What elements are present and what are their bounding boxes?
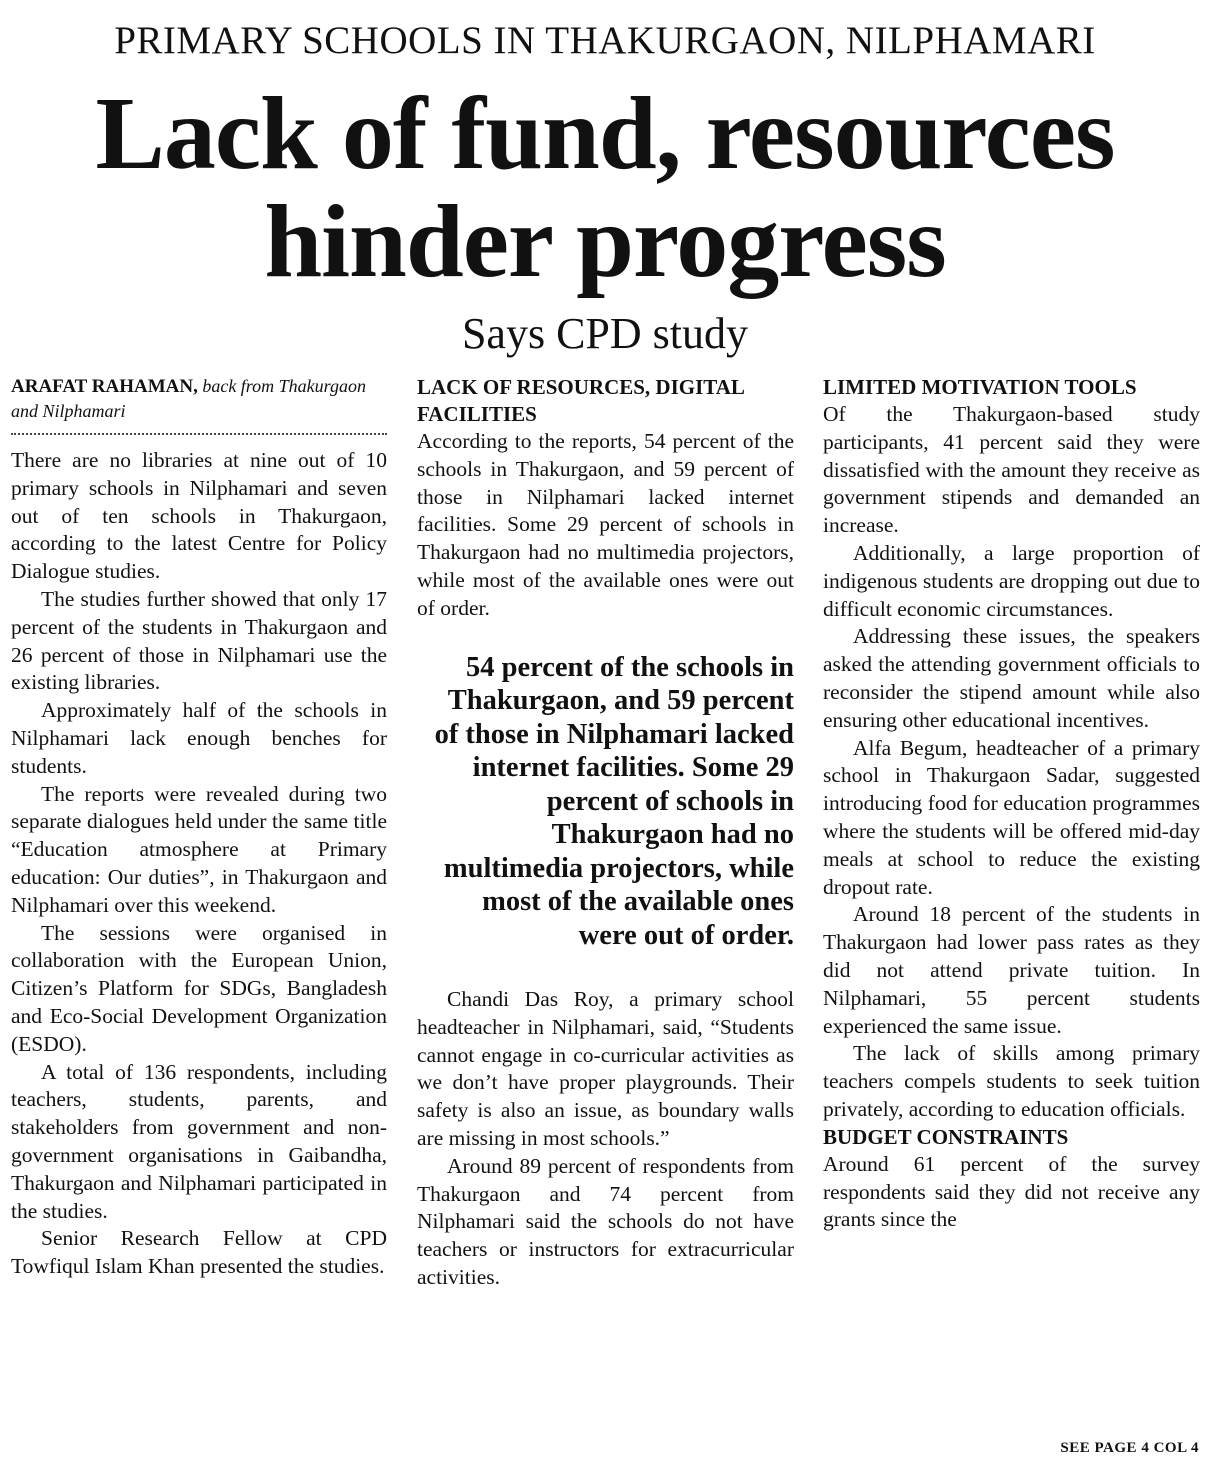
paragraph: According to the reports, 54 percent of the schools in Thakurgaon, and 59 percent of those in Nilphamari lacked internet facilities. Some 29 percent of schools in Thakurgaon had no multimedia projectors, while most of the available ones were out of order. [417, 429, 794, 620]
kicker: PRIMARY SCHOOLS IN THAKURGAON, NILPHAMARI [114, 19, 1096, 62]
section-heading: BUDGET CONSTRAINTS [823, 1124, 1069, 1149]
dotted-divider [11, 433, 387, 435]
paragraph: A total of 136 respondents, including teachers, students, parents, and stakeholders from government and non-government organisations in Gaibandha, Thakurgaon and Nilphamari participated in the studies. [11, 1059, 387, 1223]
paragraph: The lack of skills among primary teachers compels students to seek tuition privately, according to education officials. [823, 1041, 1200, 1121]
headline-line-1: Lack of fund, resources [95, 76, 1115, 191]
paragraph: There are no libraries at nine out of 10 primary schools in Nilphamari and seven out of ten schools in Thakurgaon, according to the latest Centre for Policy Dialogue studies. [11, 448, 387, 584]
paragraph: The studies further showed that only 17 percent of the students in Thakurgaon and 26 percent of those in Nilphamari use the existing libraries. [11, 586, 387, 695]
paragraph: Around 89 percent of respondents from Thakurgaon and 74 percent from Nilphamari said the schools do not have teachers or instructors for extracurricular activities. [417, 1153, 794, 1290]
section-heading: LIMITED MOTIVATION TOOLS [823, 375, 1137, 399]
column-1 [11, 374, 387, 1464]
paragraph: The reports were revealed during two separate dialogues held under the same title “Education atmosphere at Primary education: Our duties”, in Thakurgaon and Nilphamari over this weekend. [11, 781, 387, 917]
paragraph: Senior Research Fellow at CPD Towfiqul Islam Khan presented the studies. [11, 1226, 387, 1279]
paragraph: Additionally, a large proportion of indigenous students are dropping out due to difficult economic circumstances. [823, 540, 1200, 621]
byline-name: ARAFAT RAHAMAN, [11, 376, 198, 397]
byline [11, 374, 387, 423]
paragraph: Approximately half of the schools in Nilphamari lack enough benches for students. [11, 698, 387, 778]
headline [0, 76, 1210, 299]
byline-detail: back from Thakurgaon and Nilphamari [11, 376, 366, 421]
paragraph: Alfa Begum, headteacher of a primary school in Thakurgaon Sadar, suggested introducing food for education programmes where the students will be offered mid-day meals at school to reduce the existing dropout rate. [823, 735, 1200, 899]
paragraph: Addressing these issues, the speakers asked the attending government officials to reconsider the stipend amount while also ensuring other educational incentives. [823, 624, 1200, 732]
paragraph: Chandi Das Roy, a primary school headteacher in Nilphamari, said, “Students cannot engage in co-curricular activities as we don’t have proper playgrounds. Their safety is also an issue, as boundary walls are missing in most schools.” [417, 987, 794, 1151]
column-3 [823, 374, 1200, 1434]
section-heading: LACK OF RESOURCES, DIGITAL FACILITIES [417, 375, 744, 426]
continuation-note: SEE PAGE 4 COL 4 [1060, 1440, 1199, 1456]
paragraph: The sessions were organised in collaboration with the European Union, Citizen’s Platform for SDGs, Bangladesh and Eco-Social Development Organization (ESDO). [11, 920, 387, 1056]
paragraph: Around 18 percent of the students in Thakurgaon had lower pass rates as they did not attend private tuition. In Nilphamari, 55 percent students experienced the same issue. [823, 902, 1200, 1038]
column-2 [417, 374, 794, 1464]
headline-line-2: hinder progress [264, 184, 946, 299]
pull-quote: 54 percent of the schools in Thakurgaon, and 59 percent of those in Nilphamari lacked internet facilities. Some 29 percent of schools in Thakurgaon had no multimedia projectors, while most of the available ones were out of order. [434, 651, 794, 951]
paragraph: Around 61 percent of the survey respondents said they did not receive any grants since the [823, 1151, 1200, 1232]
paragraph: Of the Thakurgaon-based study participants, 41 percent said they were dissatisfied with the amount they receive as government stipends and demanded an increase. [823, 402, 1200, 538]
subheadline: Says CPD study [461, 309, 749, 358]
